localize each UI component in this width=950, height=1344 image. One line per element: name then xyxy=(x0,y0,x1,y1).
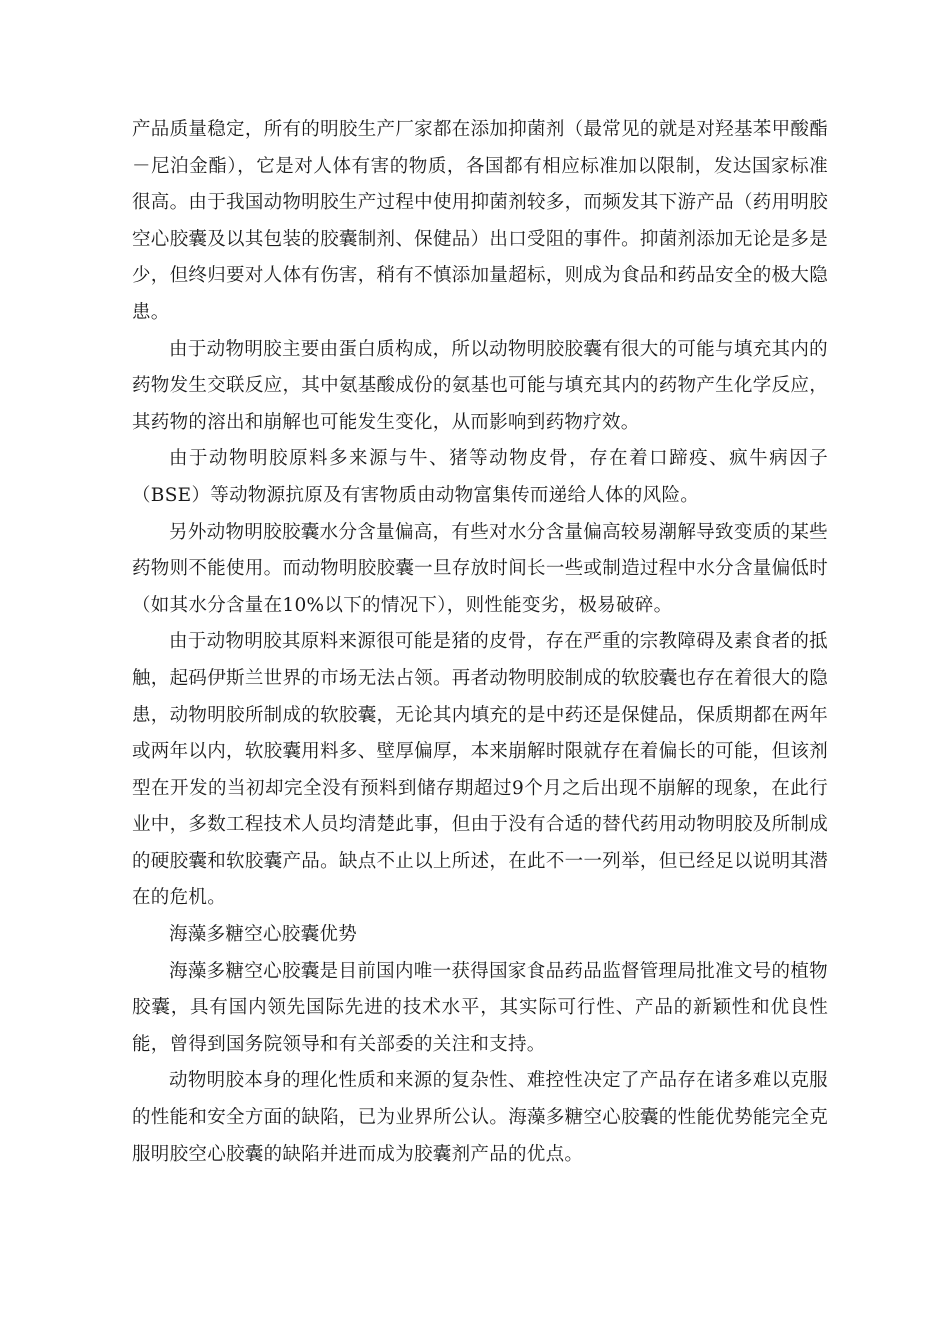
paragraph-5: 由于动物明胶其原料来源很可能是猪的皮骨，存在严重的宗教障碍及素食者的抵触，起码伊斯兰世界的市场无法占领。再者动物明胶制成的软胶囊也存在着很大的隐患，动物明胶所制成的软胶囊，无论其内填充的是中药还是保健品，保质期都在两年或两年以内，软胶囊用料多、壁厚偏厚，本来崩解时限就存在着偏长的可能，但该剂型在开发的当初却完全没有预料到储存期超过9个月之后出现不崩解的现象，在此行业中，多数工程技术人员均清楚此事，但由于没有合适的替代药用动物明胶及所制成的硬胶囊和软胶囊产品。缺点不止以上所述，在此不一一列举，但已经足以说明其潜在的危机。 xyxy=(132,631,828,909)
paragraph-7: 动物明胶本身的理化性质和来源的复杂性、难控性决定了产品存在诸多难以克服的性能和安全方面的缺陷，已为业界所公认。海藻多糖空心胶囊的性能优势能完全克服明胶空心胶囊的缺陷并进而成为胶囊剂产品的优点。 xyxy=(132,1070,828,1165)
paragraph-3: 由于动物明胶原料多来源与牛、猪等动物皮骨，存在着口蹄疫、疯牛病因子（BSE）等动物源抗原及有害物质由动物富集传而递给人体的风险。 xyxy=(132,448,828,506)
section-heading: 海藻多糖空心胶囊优势 xyxy=(169,924,358,946)
paragraph-1: 产品质量稳定，所有的明胶生产厂家都在添加抑菌剂（最常见的就是对羟基苯甲酸酯－尼泊金酯），它是对人体有害的物质，各国都有相应标准加以限制，发达国家标准很高。由于我国动物明胶生产过程中使用抑菌剂较多，而频发其下游产品（药用明胶空心胶囊及以其包装的胶囊制剂、保健品）出口受阻的事件。抑菌剂添加无论是多是少，但终归要对人体有伤害，稍有不慎添加量超标，则成为食品和药品安全的极大隐患。 xyxy=(132,119,828,323)
paragraph-2: 由于动物明胶主要由蛋白质构成，所以动物明胶胶囊有很大的可能与填充其内的药物发生交联反应，其中氨基酸成份的氨基也可能与填充其内的药物产生化学反应，其药物的溶出和崩解也可能发生变化，从而影响到药物疗效。 xyxy=(132,338,828,433)
paragraph-4: 另外动物明胶胶囊水分含量偏高，有些对水分含量偏高较易潮解导致变质的某些药物则不能使用。而动物明胶胶囊一旦存放时间长一些或制造过程中水分含量偏低时（如其水分含量在10%以下的情况下），则性能变劣，极易破碎。 xyxy=(132,521,828,616)
document-body xyxy=(132,112,828,1173)
paragraph-6: 海藻多糖空心胶囊是目前国内唯一获得国家食品药品监督管理局批准文号的植物胶囊，具有国内领先国际先进的技术水平，其实际可行性、产品的新颖性和优良性能，曾得到国务院领导和有关部委的关注和支持。 xyxy=(132,960,828,1055)
